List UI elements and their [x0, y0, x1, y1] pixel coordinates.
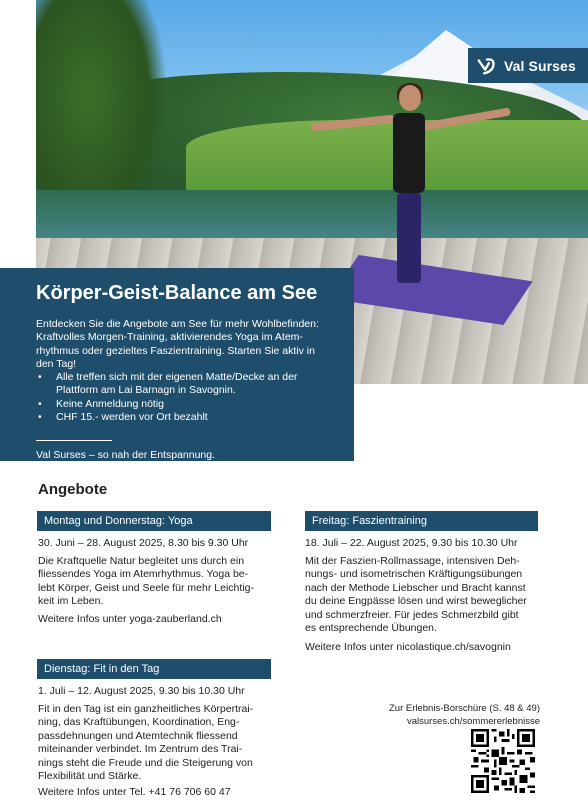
- intro-line: rhythmus oder gezieltes Faszientraining. Starten Sie aktiv in: [36, 344, 315, 357]
- brand-name: Val Surses: [504, 57, 576, 74]
- brand-claim: Val Surses – so nah der Entspannung.: [36, 449, 216, 462]
- intro-line: Kraftvolles Morgen-Training, aktivierendes Yoga im Atem-: [36, 331, 303, 344]
- offer-fit-dates: 1. Juli – 12. August 2025, 9.30 bis 10.30 Uhr: [38, 685, 245, 697]
- brochure-reference: [360, 703, 540, 728]
- intro-panel: [0, 268, 354, 461]
- hero-yoga-person: [391, 85, 427, 285]
- divider: [36, 440, 112, 441]
- intro-line: Entdecken Sie die Angebote am See für mehr Wohlbefinden:: [36, 318, 319, 330]
- offers-title: Angebote: [38, 481, 108, 498]
- offer-yoga-heading: Montag und Donnerstag: Yoga: [37, 511, 271, 531]
- intro-text: [36, 318, 340, 371]
- brand-logo[interactable]: [468, 48, 588, 83]
- offer-yoga-dates: 30. Juni – 28. August 2025, 8.30 bis 9.30 Uhr: [38, 537, 249, 549]
- intro-bullet-registration: • Keine Anmeldung nötig: [36, 398, 340, 411]
- hero-meadow: [186, 120, 588, 190]
- val-surses-logo-icon: [476, 55, 498, 77]
- brochure-link[interactable]: valsurses.ch/sommererlebnisse: [406, 715, 540, 727]
- qr-code-icon[interactable]: [471, 729, 535, 793]
- offer-faszien-more-info[interactable]: Weitere Infos unter nicolastique.ch/savognin: [305, 641, 511, 653]
- offer-fit-description: Fit in den Tag ist ein ganzheitliches Körpertrai- ning, das Kraftübungen, Koordination, Eng- passdehnungen und Atemtechnik fliessend miteinander verbindet. Im Zentrum des Trai- nings steht die Freude und die Steigerung von Flexibilität und Stärke.: [38, 703, 254, 783]
- brochure-label: Zur Erlebnis-Borschüre (S. 48 & 49): [388, 703, 540, 714]
- page-title: Körper-Geist-Balance am See: [36, 282, 318, 304]
- offer-faszien-heading: Freitag: Faszientraining: [305, 511, 538, 531]
- intro-bullet-price: • CHF 15.- werden vor Ort bezahlt: [36, 411, 340, 424]
- offer-yoga-description: Die Kraftquelle Natur begleitet uns durch ein fliessendes Yoga im Atemrhythmus. Yoga be- lebt Körper, Geist und Seele für mehr Leichtig- keit im Leben.: [38, 555, 254, 608]
- offer-faszien-dates: 18. Juli – 22. August 2025, 9.30 bis 10.30 Uhr: [305, 537, 518, 549]
- offer-yoga-more-info[interactable]: Weitere Infos unter yoga-zauberland.ch: [38, 613, 222, 625]
- offer-fit-more-info[interactable]: Weitere Infos unter Tel. +41 76 706 60 47: [38, 786, 231, 798]
- offer-fit-heading: Dienstag: Fit in den Tag: [37, 659, 271, 679]
- offer-faszien-description: Mit der Faszien-Rollmassage, intensiven Deh- nungs- und isometrischen Kräftigungsübungen nach der Methode Liebscher und Bracht kannst du deine Engpässe lösen und wirst beweglicher und schmerzfreier. Für jedes Schmerzbild gibt es entsprechende Übungen.: [305, 555, 527, 635]
- intro-bullet-meeting: • Alle treffen sich mit der eigenen Matte/Decke an der Plattform am Lai Barnagn in Savognin.: [36, 371, 340, 398]
- intro-bullet-list: [36, 371, 340, 424]
- intro-line: den Tag!: [36, 357, 77, 370]
